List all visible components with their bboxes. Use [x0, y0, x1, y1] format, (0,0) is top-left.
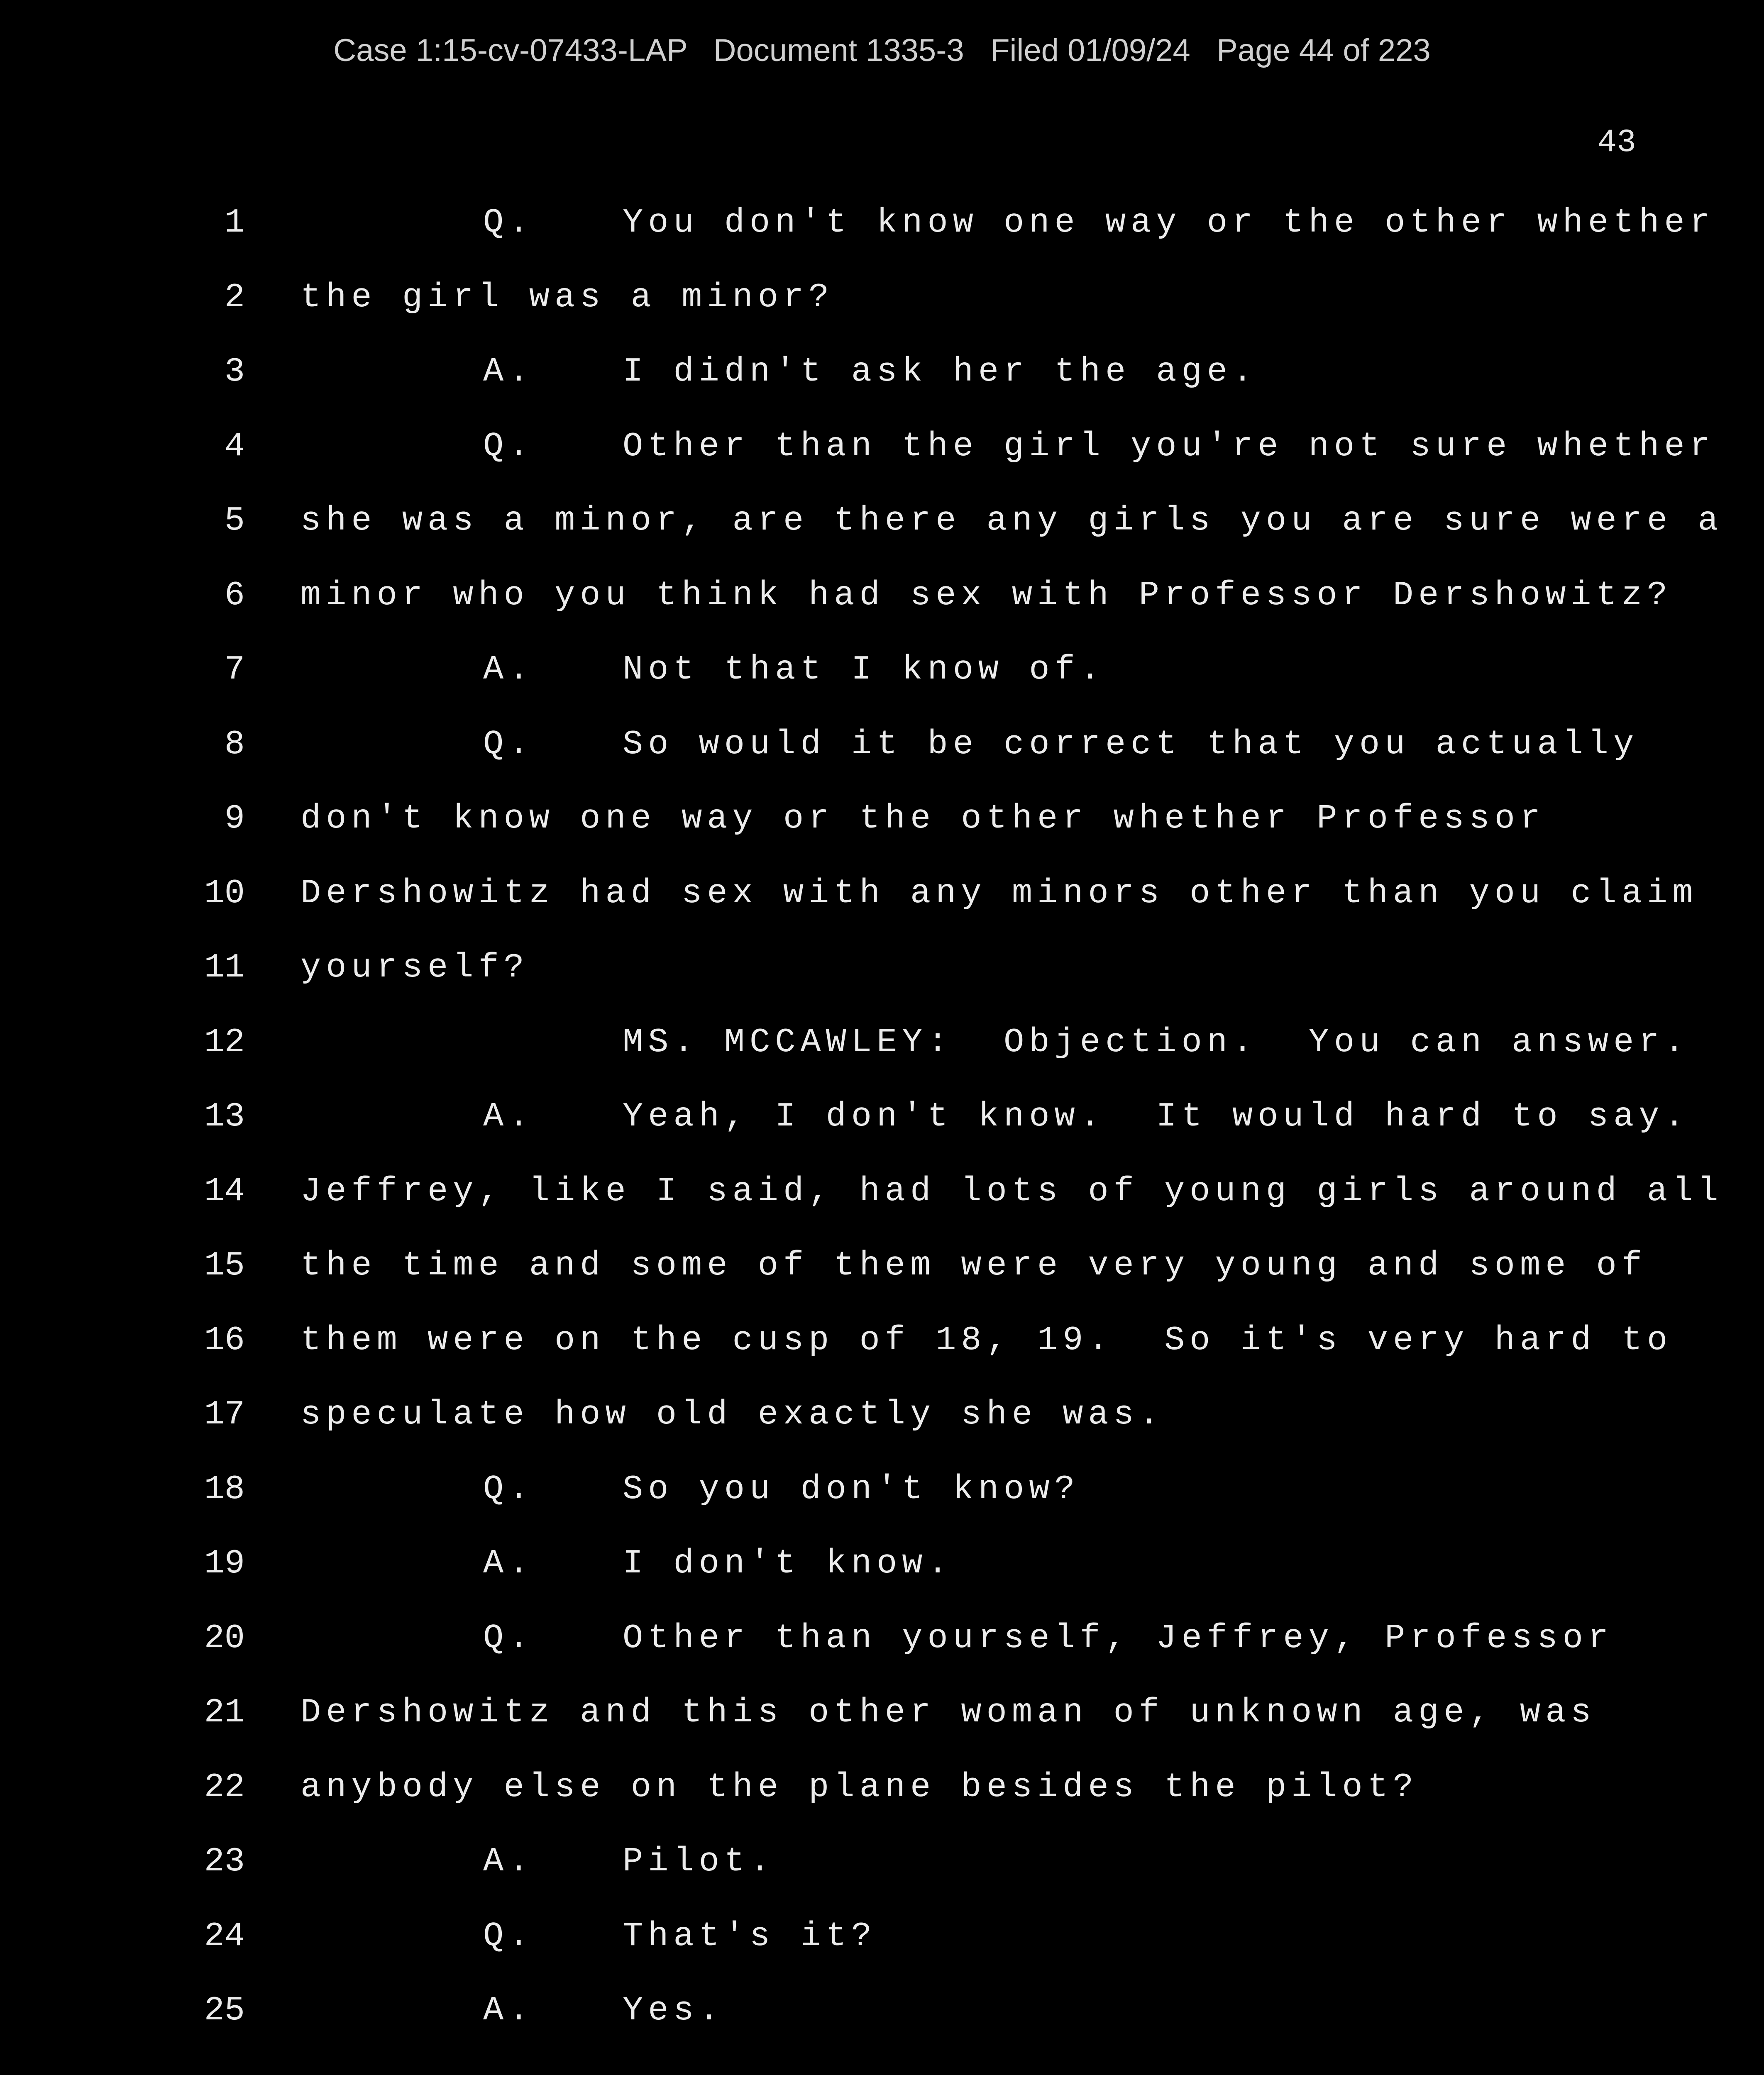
- case-number: Case 1:15-cv-07433-LAP: [333, 33, 687, 68]
- speaker-line-text: MS. MCCAWLEY: Objection. You can answer.: [623, 1023, 1690, 1062]
- line-text: don't know one way or the other whether Professor: [301, 799, 1546, 838]
- line-text: Other than yourself, Jeffrey, Professor: [623, 1618, 1614, 1658]
- transcript-line: [0, 725, 1764, 800]
- transcript-line: [0, 427, 1764, 502]
- line-text: she was a minor, are there any girls you are sure were a: [301, 501, 1723, 540]
- transcript-line: [0, 278, 1764, 353]
- qa-marker: Q.: [483, 725, 534, 764]
- line-number: 22: [204, 1767, 245, 1806]
- line-number: 17: [204, 1395, 245, 1434]
- qa-marker: A.: [483, 352, 534, 391]
- line-number: 19: [204, 1544, 245, 1583]
- qa-marker: A.: [483, 650, 534, 689]
- transcript-line: [0, 1395, 1764, 1470]
- transcript-line: [0, 576, 1764, 651]
- line-text: the time and some of them were very young and some of: [301, 1246, 1647, 1285]
- transcript-line: [0, 1246, 1764, 1321]
- line-number: 7: [224, 650, 245, 689]
- line-number: 6: [224, 576, 245, 615]
- case-header: [0, 32, 1764, 68]
- line-text: yourself?: [301, 948, 529, 987]
- line-text: the girl was a minor?: [301, 278, 834, 317]
- transcript-line: [0, 1544, 1764, 1619]
- line-number: 1: [224, 203, 245, 242]
- line-text: anybody else on the plane besides the pilot?: [301, 1767, 1419, 1806]
- line-number: 21: [204, 1693, 245, 1732]
- qa-marker: A.: [483, 1544, 534, 1583]
- transcript-line: [0, 1321, 1764, 1396]
- line-number: 3: [224, 352, 245, 391]
- line-number: 8: [224, 725, 245, 764]
- line-text: Dershowitz had sex with any minors other than you claim: [301, 874, 1698, 913]
- line-number: 11: [204, 948, 245, 987]
- line-number: 16: [204, 1321, 245, 1360]
- transcript-line: [0, 203, 1764, 278]
- qa-marker: A.: [483, 1991, 534, 2030]
- qa-marker: Q.: [483, 427, 534, 466]
- line-number: 9: [224, 799, 245, 838]
- line-text: That's it?: [623, 1916, 877, 1955]
- line-text: Jeffrey, like I said, had lots of young girls around all: [301, 1172, 1723, 1211]
- line-number: 23: [204, 1842, 245, 1881]
- transcript-line: [0, 501, 1764, 576]
- transcript-page-number: 43: [1597, 124, 1636, 161]
- line-text: Yes.: [623, 1991, 724, 2030]
- line-text: them were on the cusp of 18, 19. So it's very hard to: [301, 1321, 1673, 1360]
- qa-marker: Q.: [483, 1916, 534, 1955]
- line-text: You don't know one way or the other whether: [623, 203, 1715, 242]
- line-text: So would it be correct that you actually: [623, 725, 1639, 764]
- transcript-line: [0, 1991, 1764, 2066]
- document-number: Document 1335-3: [713, 33, 964, 68]
- page-of-total: Page 44 of 223: [1217, 33, 1431, 68]
- qa-marker: A.: [483, 1842, 534, 1881]
- transcript-line: [0, 352, 1764, 427]
- line-number: 2: [224, 278, 245, 317]
- line-number: 4: [224, 427, 245, 466]
- line-number: 10: [204, 874, 245, 913]
- line-number: 15: [204, 1246, 245, 1285]
- transcript-line: [0, 1917, 1764, 1992]
- transcript-line: [0, 1768, 1764, 1843]
- line-number: 18: [204, 1470, 245, 1509]
- line-text: Not that I know of.: [623, 650, 1105, 689]
- transcript-line: [0, 874, 1764, 949]
- line-text: Dershowitz and this other woman of unknown age, was: [301, 1693, 1596, 1732]
- qa-marker: Q.: [483, 1618, 534, 1658]
- line-text: Other than the girl you're not sure whether: [623, 427, 1715, 466]
- qa-marker: A.: [483, 1097, 534, 1136]
- filed-date: Filed 01/09/24: [990, 33, 1190, 68]
- line-text: Pilot.: [623, 1842, 775, 1881]
- line-text: Yeah, I don't know. It would hard to say.: [623, 1097, 1690, 1136]
- transcript-line: [0, 650, 1764, 725]
- line-number: 25: [204, 1991, 245, 2030]
- line-number: 24: [204, 1916, 245, 1955]
- line-text: So you don't know?: [623, 1470, 1080, 1509]
- transcript-line: [0, 1097, 1764, 1172]
- line-text: minor who you think had sex with Professor Dershowitz?: [301, 576, 1673, 615]
- line-text: I didn't ask her the age.: [623, 352, 1258, 391]
- line-number: 20: [204, 1618, 245, 1658]
- qa-marker: Q.: [483, 1470, 534, 1509]
- transcript-line: [0, 799, 1764, 874]
- transcript-line: [0, 1023, 1764, 1098]
- line-text: speculate how old exactly she was.: [301, 1395, 1165, 1434]
- line-number: 13: [204, 1097, 245, 1136]
- transcript-line: [0, 1619, 1764, 1694]
- transcript-line: [0, 1172, 1764, 1247]
- transcript-line: [0, 1470, 1764, 1545]
- transcript-line: [0, 1693, 1764, 1768]
- transcript-line: [0, 1842, 1764, 1917]
- qa-marker: Q.: [483, 203, 534, 242]
- transcript-line: [0, 948, 1764, 1023]
- line-number: 14: [204, 1172, 245, 1211]
- line-number: 12: [204, 1023, 245, 1062]
- line-number: 5: [224, 501, 245, 540]
- line-text: I don't know.: [623, 1544, 953, 1583]
